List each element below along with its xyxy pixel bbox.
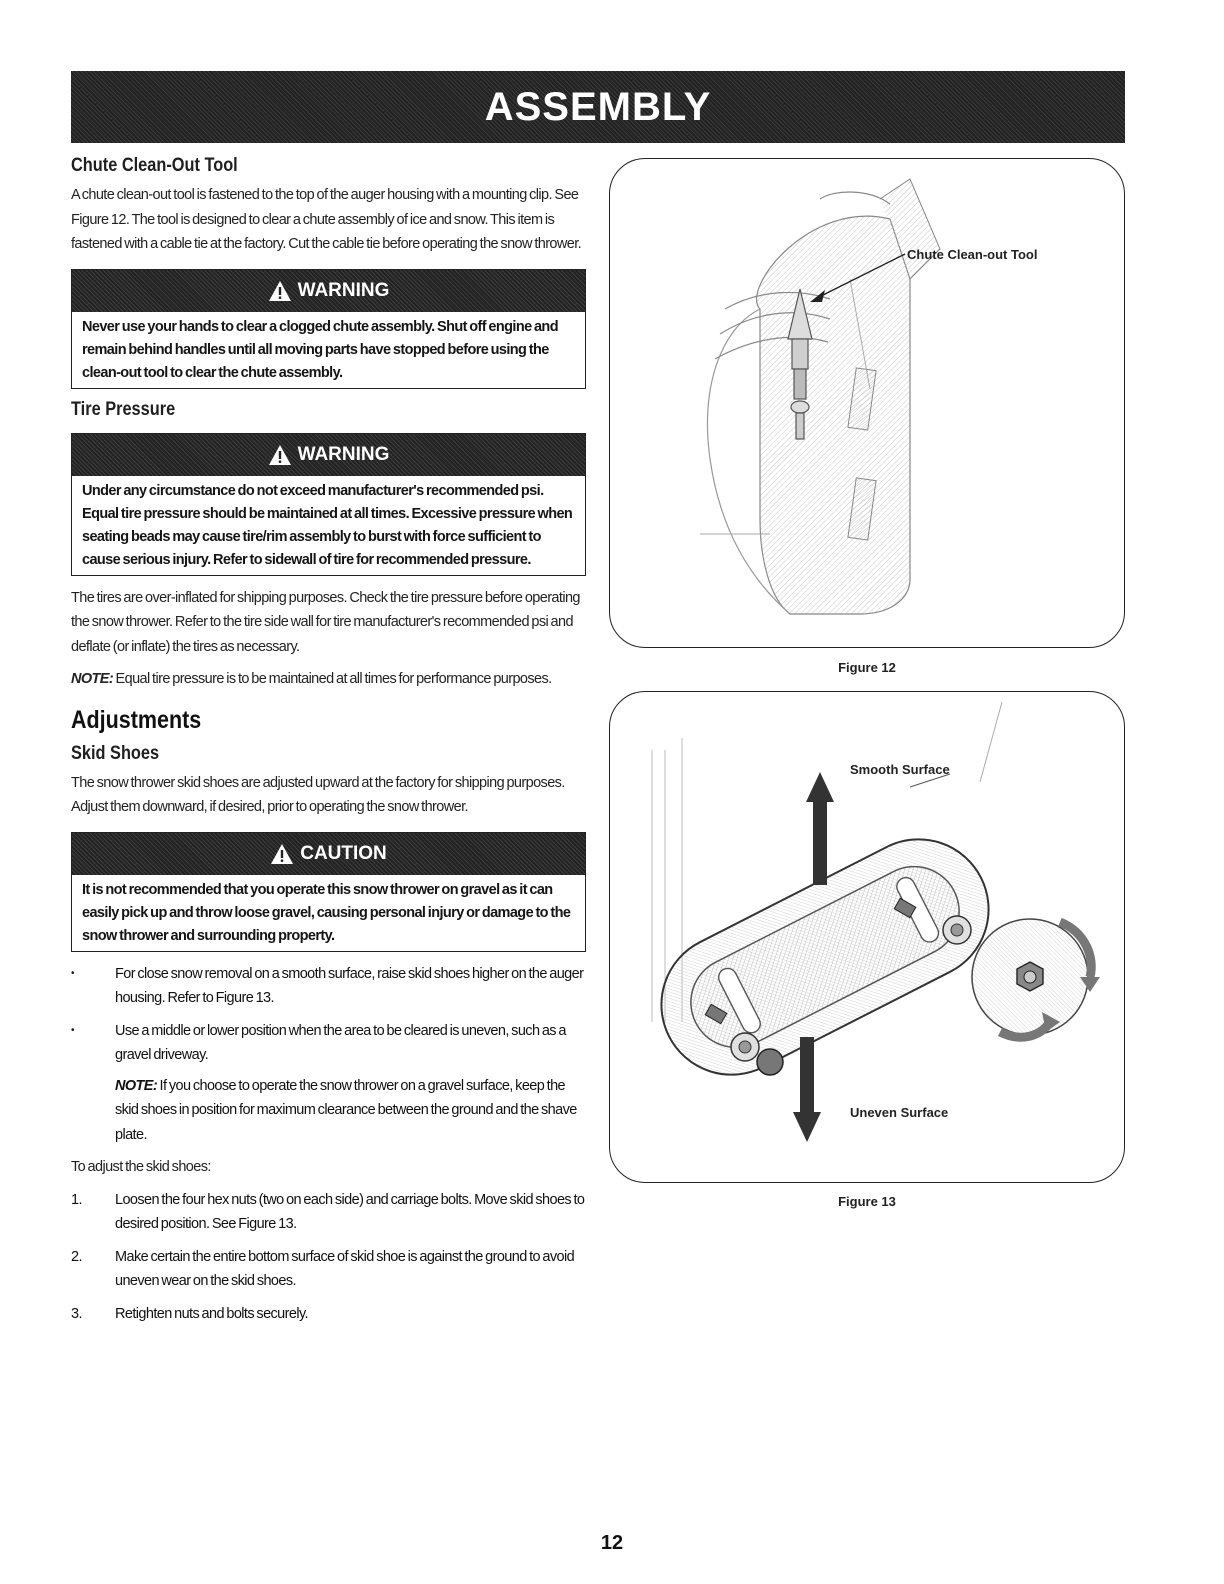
figure-13-callout-top: Smooth Surface: [850, 762, 950, 777]
note-label: NOTE:: [115, 1077, 158, 1094]
figure-12-caption: Figure 12: [838, 660, 896, 675]
caution-label: CAUTION: [300, 842, 387, 864]
skid-shoe-note: [71, 1074, 586, 1148]
note-text: If you choose to operate the snow thrower on a gravel surface, keep the skid shoes in position for maximum clearance between the ground and the shave plate.: [115, 1077, 577, 1143]
chute-tool-heading: Chute Clean-Out Tool: [71, 155, 238, 176]
skid-shoe-bullets: [71, 962, 586, 1068]
warning-triangle-icon: [268, 280, 292, 302]
page-header-title: ASSEMBLY: [484, 84, 712, 129]
chute-tool-body: A chute clean-out tool is fastened to the top of the auger housing with a mounting clip. See Figure 12. The tool is designed to clear a chute assembly of ice and snow. This item is fastened with a cable tie at the factory. Cut the cable tie before operating the snow thrower.: [71, 187, 582, 252]
caution-text: It is not recommended that you operate this snow thrower on gravel as it can easily pick up and throw loose gravel, causing personal injury or damage to the snow thrower and surrounding property.: [82, 881, 571, 944]
list-item: [71, 1245, 586, 1294]
warning-triangle-icon: [268, 444, 292, 466]
step-text: Make certain the entire bottom surface of skid shoe is against the ground to avoid uneven wear on the skid shoes.: [115, 1248, 575, 1289]
figure-13-frame: [609, 691, 1125, 1183]
step-number: 3.: [71, 1305, 82, 1322]
tire-pressure-heading: Tire Pressure: [71, 398, 176, 420]
step-number: 2.: [71, 1248, 82, 1265]
tire-warning-text: Under any circumstance do not exceed manufacturer's recommended psi. Equal tire pressure should be maintained at all times. Excessive pressure when seating beads may cause tire/rim assembly to burst with force sufficient to cause serious injury. Refer to sidewall of tire for recommended pressure.: [82, 482, 573, 568]
tire-pressure-body: The tires are over-inflated for shipping purposes. Check the tire pressure before operating the snow thrower. Refer to the tire side wall for tire manufacturer's recommended psi and deflate (or inflate) the tires as necessary.: [71, 589, 580, 655]
page-header-banner: [71, 71, 1125, 143]
list-item: • For close snow removal on a smooth surface, raise skid shoes higher on the auger housing. Refer to Figure 13.: [71, 962, 586, 1011]
figure-12-frame: [609, 158, 1125, 648]
chute-warning-header: [72, 270, 585, 312]
chute-warning-label: WARNING: [297, 279, 390, 301]
chute-warning-text: Never use your hands to clear a clogged chute assembly. Shut off engine and remain behind handles until all moving parts have stopped before using the clean-out tool to clear the chute assembly.: [82, 318, 558, 381]
tire-warning-box: [71, 433, 586, 576]
figure-13-illustration: [610, 692, 1124, 1182]
figure-13-caption: Figure 13: [838, 1194, 896, 1209]
caution-header: [72, 833, 585, 875]
chute-warning-box: [71, 269, 586, 389]
list-item: [71, 1302, 586, 1327]
skid-shoe-steps: [71, 1188, 586, 1327]
note-text: Equal tire pressure is to be maintained at all times for performance purposes.: [113, 671, 552, 687]
step-number: 1.: [71, 1191, 82, 1208]
skid-shoes-heading: Skid Shoes: [71, 742, 160, 764]
figure-12-callout: Chute Clean-out Tool: [907, 247, 1038, 262]
tire-warning-header: [72, 434, 585, 476]
skid-shoes-body: The snow thrower skid shoes are adjusted upward at the factory for shipping purposes. Adjust them downward, if desired, prior to operating the snow thrower.: [71, 774, 565, 815]
left-column: [71, 155, 586, 1334]
skid-shoe-intro: To adjust the skid shoes:: [71, 1159, 211, 1175]
figure-12-illustration: [610, 159, 1124, 647]
figure-13-callout-bottom: Uneven Surface: [850, 1105, 949, 1120]
step-text: Retighten nuts and bolts securely.: [115, 1305, 308, 1322]
step-text: Loosen the four hex nuts (two on each side) and carriage bolts. Move skid shoes to desired position. See Figure 13.: [115, 1191, 585, 1232]
adjustments-heading: Adjustments: [71, 705, 202, 734]
chute-body-shape: [757, 216, 910, 614]
note-label: NOTE:: [71, 671, 114, 687]
caution-box: [71, 832, 586, 952]
list-item: • Use a middle or lower position when the area to be cleared is uneven, such as a gravel driveway.: [71, 1019, 586, 1068]
warning-triangle-icon: [270, 843, 294, 865]
tire-pressure-note: [71, 667, 586, 692]
page-number: 12: [600, 1532, 624, 1554]
list-item: [71, 1188, 586, 1237]
tire-warning-label: WARNING: [297, 443, 390, 465]
